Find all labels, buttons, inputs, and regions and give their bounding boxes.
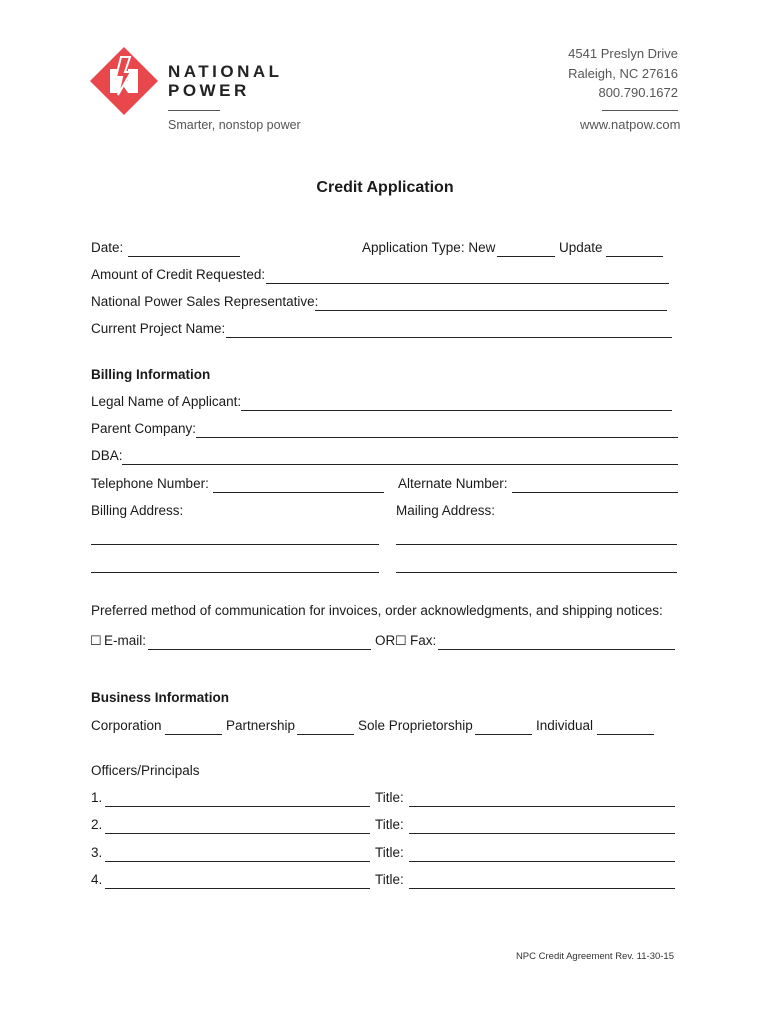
fax-label: Fax: xyxy=(410,633,437,648)
sole-proprietorship-input[interactable] xyxy=(475,718,532,735)
officer-title-label: Title: xyxy=(375,872,404,887)
corporation-label: Corporation xyxy=(91,718,162,733)
officer-title-input[interactable] xyxy=(409,817,675,834)
dba-label: DBA: xyxy=(91,448,123,463)
project-name-input[interactable] xyxy=(226,321,672,338)
individual-input[interactable] xyxy=(597,718,654,735)
dba-input[interactable] xyxy=(122,448,678,465)
application-type-update-input[interactable] xyxy=(606,240,663,257)
officer-name-input[interactable] xyxy=(105,872,370,889)
footer-revision: NPC Credit Agreement Rev. 11-30-15 xyxy=(515,951,674,962)
mailing-address-label: Mailing Address: xyxy=(396,503,496,518)
telephone-input[interactable] xyxy=(213,476,384,493)
address-rule xyxy=(602,110,678,111)
officer-number: 2. xyxy=(91,817,103,832)
alternate-number-label: Alternate Number: xyxy=(398,476,508,491)
telephone-label: Telephone Number: xyxy=(91,476,209,491)
parent-company-label: Parent Company: xyxy=(91,421,197,436)
officer-name-input[interactable] xyxy=(105,817,370,834)
officer-number: 3. xyxy=(91,845,103,860)
parent-company-input[interactable] xyxy=(196,421,678,438)
fax-input[interactable] xyxy=(438,633,675,650)
legal-name-label: Legal Name of Applicant: xyxy=(91,394,242,409)
officer-number: 4. xyxy=(91,872,103,887)
business-heading: Business Information xyxy=(91,690,230,705)
sales-rep-input[interactable] xyxy=(315,294,667,311)
billing-heading: Billing Information xyxy=(91,367,211,382)
officer-title-label: Title: xyxy=(375,845,404,860)
date-label: Date: xyxy=(91,240,124,255)
date-input[interactable] xyxy=(128,240,240,257)
officer-title-label: Title: xyxy=(375,790,404,805)
billing-address-line-2[interactable] xyxy=(91,556,379,573)
or-label: OR xyxy=(375,633,396,648)
company-phone: 800.790.1672 xyxy=(598,85,678,100)
sole-proprietorship-label: Sole Proprietorship xyxy=(358,718,473,733)
project-name-label: Current Project Name: xyxy=(91,321,226,336)
individual-label: Individual xyxy=(536,718,594,733)
application-type-label: Application Type: New xyxy=(362,240,496,255)
address-street: 4541 Preslyn Drive xyxy=(568,46,678,61)
national-power-logo-mark xyxy=(90,47,158,115)
application-type-new-input[interactable] xyxy=(497,240,555,257)
company-address xyxy=(568,44,678,103)
logo-wordmark-national: NATIONAL xyxy=(168,62,283,81)
tagline-rule xyxy=(168,110,220,111)
corporation-input[interactable] xyxy=(165,718,222,735)
mailing-address-line-2[interactable] xyxy=(396,556,677,573)
billing-address-line-1[interactable] xyxy=(91,528,379,545)
legal-name-input[interactable] xyxy=(241,394,672,411)
mailing-address-line-1[interactable] xyxy=(396,528,677,545)
email-label: E-mail: xyxy=(104,633,147,648)
page-title: Credit Application xyxy=(316,179,454,196)
alternate-number-input[interactable] xyxy=(512,476,678,493)
officers-heading: Officers/Principals xyxy=(91,763,200,778)
officer-name-input[interactable] xyxy=(105,790,370,807)
partnership-label: Partnership xyxy=(226,718,296,733)
fax-checkbox[interactable]: ☐ xyxy=(395,633,407,648)
officer-name-input[interactable] xyxy=(105,845,370,862)
billing-address-label: Billing Address: xyxy=(91,503,184,518)
logo-wordmark-power: POWER xyxy=(168,81,250,100)
tagline: Smarter, nonstop power xyxy=(168,118,301,132)
sales-rep-label: National Power Sales Representative: xyxy=(91,294,319,309)
partnership-input[interactable] xyxy=(297,718,354,735)
officer-title-input[interactable] xyxy=(409,790,675,807)
officer-title-label: Title: xyxy=(375,817,404,832)
update-label: Update xyxy=(559,240,603,255)
amount-input[interactable] xyxy=(266,267,669,284)
amount-label: Amount of Credit Requested: xyxy=(91,267,266,282)
officer-number: 1. xyxy=(91,790,103,805)
email-checkbox[interactable]: ☐ xyxy=(90,633,102,648)
address-city: Raleigh, NC 27616 xyxy=(568,65,678,81)
email-input[interactable] xyxy=(148,633,371,650)
company-website[interactable]: www.natpow.com xyxy=(580,117,681,132)
officer-title-input[interactable] xyxy=(409,845,675,862)
officer-title-input[interactable] xyxy=(409,872,675,889)
communication-question: Preferred method of communication for invoices, order acknowledgments, and shipping notices: xyxy=(91,603,663,618)
